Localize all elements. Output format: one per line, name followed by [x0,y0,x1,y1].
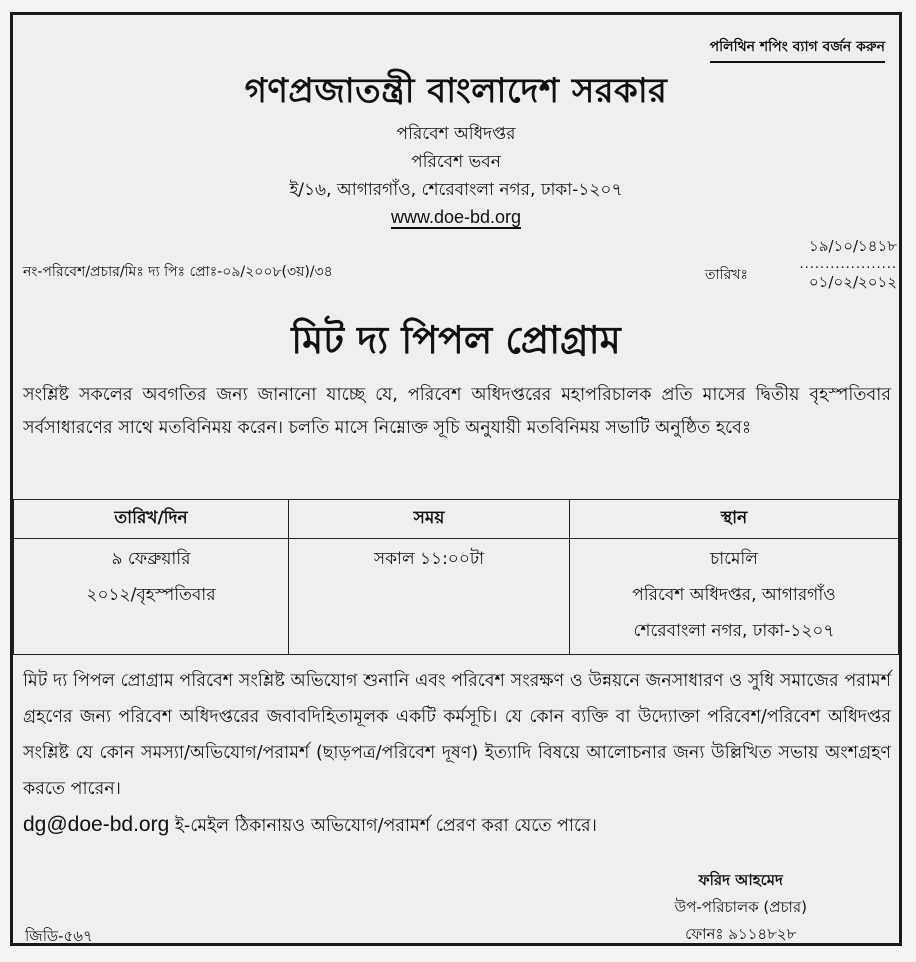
slogan: পলিথিন শপিং ব্যাগ বর্জন করুন [710,35,885,63]
program-title: মিট দ্য পিপল প্রোগ্রাম [291,318,621,362]
body-paragraph [23,663,891,844]
signatory-name: ফরিদ আহমেদ [698,871,783,889]
signatory-designation: উপ-পরিচালক (প্রচার) [674,898,807,916]
venue-line3: শেরেবাংলা নগর, ঢাকা-১২০৭ [633,621,835,641]
date-line1: ৯ ফেব্রুয়ারি [111,549,191,569]
website [13,207,899,228]
schedule-header-row [14,500,899,539]
cell-time [289,539,570,655]
date-dots: ................... [799,256,897,272]
date-english: ০১/০২/২০১২ [808,273,897,292]
building-name: পরিবেশ ভবন [411,152,501,172]
intro-paragraph: সংশ্লিষ্ট সকলের অবগতির জন্য জানানো যাচ্ছে যে, পরিবেশ অধিদপ্তরের মহাপরিচালক প্রতি মাসের দ্বিতীয় বৃহস্পতিবার সর্বসাধারণের সাথে মতবিনিময় করেন। চলতি মাসে নিম্নোক্ত সূচি অনুযায়ী মতবিনিময় সভাটি অনুষ্ঠিত হবেঃ [23,385,891,438]
date-label: তারিখঃ [705,267,748,283]
venue-line2: পরিবেশ অধিদপ্তর, আগারগাঁও [632,585,836,605]
header-time: সময় [289,500,570,539]
address: ই/১৬, আগারগাঁও, শেরেবাংলা নগর, ঢাকা-১২০৭ [289,180,623,200]
website-link[interactable]: www.doe-bd.org [390,207,522,227]
date-line2: ২০১২/বৃহস্পতিবার [86,585,216,605]
header-date: তারিখ/দিন [14,500,289,539]
cell-date [14,539,289,655]
body-text: মিট দ্য পিপল প্রোগ্রাম পরিবেশ সংশ্লিষ্ট অভিযোগ শুনানি এবং পরিবেশ সংরক্ষণ ও উন্নয়নে জনসাধারণ ও সুধি সমাজের পরামর্শ গ্রহণের জন্য পরিবেশ অধিদপ্তরের জবাবদিহিতামূলক একটি কর্মসূচি। যে কোন ব্যক্তি বা উদ্যোক্তা পরিবেশ/পরিবেশ অধিদপ্তর সংশ্লিষ্ট যে কোন সমস্যা/অভিযোগ/পরামর্শ (ছাড়পত্র/পরিবেশ দূষণ) ইত্যাদি বিষয়ে আলোচনার জন্য উল্লিখিত সভায় অংশগ্রহণ করতে পারেন। [23,671,891,799]
schedule-row [14,539,899,655]
ad-code: জিডি-৫৬৭ [25,927,93,945]
notice-frame [10,12,902,946]
date-block [761,237,897,293]
memo-number: নং-পরিবেশ/প্রচার/মিঃ দ্য পিঃ প্রোঃ-০৯/২০০৮(৩য়)/৩৪ [23,264,333,280]
venue-line1: চামেলি [710,549,758,569]
date-bangla: ১৯/১০/১৪১৮ [809,237,897,255]
signature-block [675,867,807,948]
email-suffix: ই-মেইল ঠিকানায়ও অভিযোগ/পরামর্শ প্রেরণ করা যেতে পারে। [169,816,597,836]
department-name: পরিবেশ অধিদপ্তর [396,124,516,144]
signatory-phone: ফোনঃ ৯১১৪৮২৮ [685,925,797,943]
email-address[interactable]: dg@doe-bd.org [23,813,170,836]
cell-venue [570,539,899,655]
schedule-table [13,499,899,655]
time-value: সকাল ১১:০০টা [373,549,485,569]
government-title: গণপ্রজাতন্ত্রী বাংলাদেশ সরকার [244,71,668,111]
header-venue: স্থান [570,500,899,539]
